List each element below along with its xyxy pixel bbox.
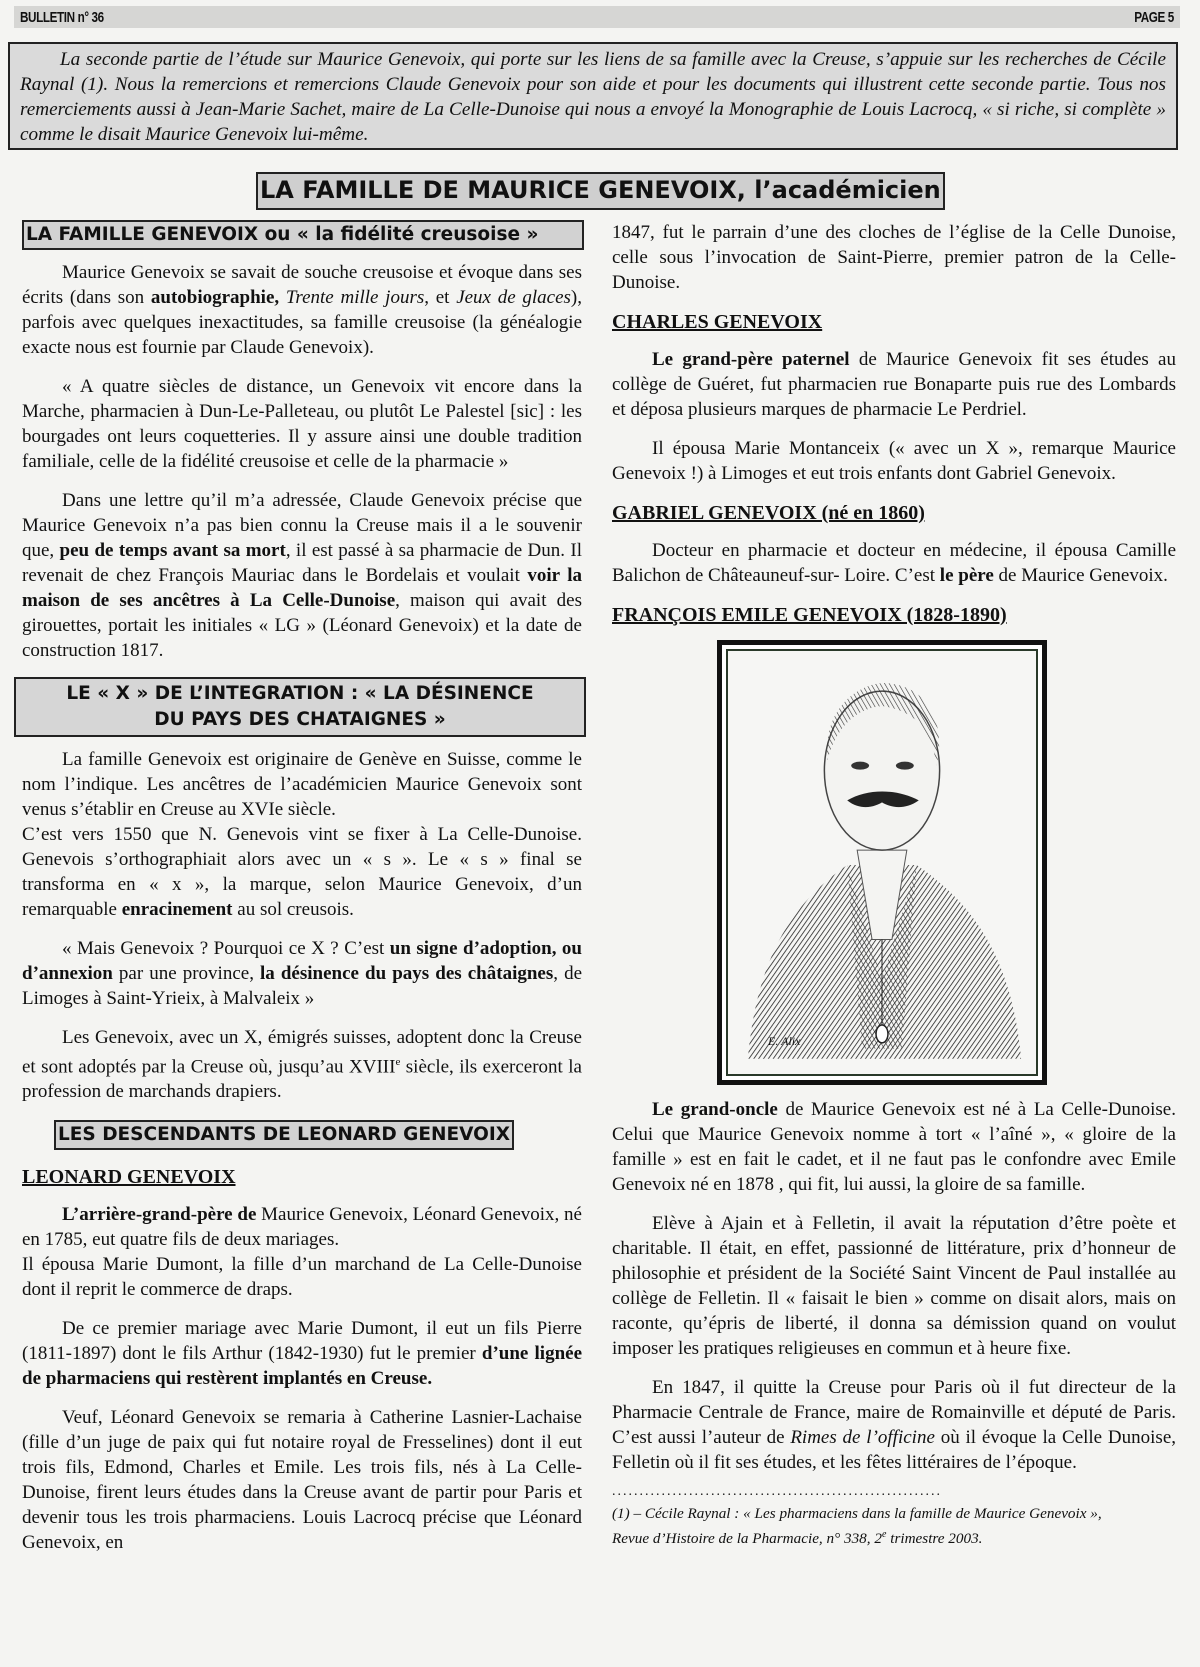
heading-line: DU PAYS DES CHATAIGNES » xyxy=(154,709,446,730)
footnote-line xyxy=(612,1524,1176,1549)
text: Les Genevoix, avec un X, émigrés suisses, adoptent donc la Creuse et sont adoptés par la Creuse où, jusqu’au XVIII xyxy=(22,1027,582,1078)
section-heading-fidelite: LA FAMILLE GENEVOIX ou « la fidélité creusoise » xyxy=(22,220,584,250)
text: où il évoque la Celle Dunoise, Felletin où il fit ses études, et les fêtes littéraires de l’époque. xyxy=(612,1427,1176,1473)
portrait-frame xyxy=(717,640,1047,1085)
text: Maurice Genevoix se savait de souche creusoise et évoque dans ses écrits (dans son xyxy=(22,262,582,308)
paragraph: Elève à Ajain et à Felletin, il avait la réputation d’être poète et charitable. Il était, en effet, passionné de littérature, prix d’honneur de philosophie et président de la Société Saint Vincent de Paul installée au collège de Felletin. Il « faisait le bien » comme on disait alors, mais on raconte, qu’épris de liberté, il donna sa démission quand on voulut imposer les pratiques religieuses en commun et à heure fixe. xyxy=(612,1213,1176,1359)
paragraph xyxy=(22,822,582,922)
superscript: e xyxy=(881,1529,887,1540)
text: Maurice Genevoix, Léonard Genevoix, né en 1785, eut quatre fils de deux mariages. xyxy=(22,1204,582,1251)
portrait-image xyxy=(726,649,1038,1076)
paragraph: Il épousa Marie Montanceix (« avec un X », remarque Maurice Genevoix !) à Limoges et eut trois enfants dont Gabriel Genevoix. xyxy=(612,438,1176,484)
intro-text: La seconde partie de l’étude sur Maurice Genevoix, qui porte sur les liens de sa famille avec la Creuse, s’appuie sur les recherches de Cécile Raynal (1). Nous la remercions et remercions Claude Genevoix pour son aide et pour les documents qui illustrent cette seconde partie. Tous nos remerciements aussi à Jean-Marie Sachet, maire de La Celle-Dunoise qui nous a envoyé la Monographie de Louis Lacrocq, « si riche, si complète » comme le disait Maurice Genevoix lui-même. xyxy=(20,49,1166,145)
paragraph xyxy=(22,1202,582,1252)
page-number: PAGE 5 xyxy=(1134,8,1174,26)
paragraph xyxy=(612,1375,1176,1475)
text-bold: Le grand-père paternel xyxy=(652,349,850,370)
subheading-charles: CHARLES GENEVOIX xyxy=(612,311,823,333)
footnote xyxy=(612,1503,1176,1549)
paragraph xyxy=(22,1025,582,1104)
text: Revue d’Histoire de la Pharmacie, n° 338, 2 xyxy=(612,1530,882,1548)
text: , de Limoges à Saint-Yrieix, à Malvaleix » xyxy=(22,963,583,1009)
paragraph: Il épousa Marie Dumont, la fille d’un marchand de La Celle-Dunoise dont il reprit le commerce de draps. xyxy=(22,1254,582,1301)
paragraph xyxy=(612,538,1176,588)
paragraph xyxy=(22,488,582,663)
text-bold: Le grand-oncle xyxy=(652,1099,778,1120)
page-title: LA FAMILLE DE MAURICE GENEVOIX, l’académicien xyxy=(256,172,945,210)
portrait-engraving-icon xyxy=(728,651,1036,1074)
paragraph xyxy=(612,1097,1176,1197)
text-bold: voir la maison de ses ancêtres à La Celle-Dunoise xyxy=(22,565,582,611)
text-bold: un signe d’adoption, ou d’annexion xyxy=(22,938,582,984)
footnote-separator: ............................................................ xyxy=(612,1484,942,1499)
text: ), parfois avec quelques inexactitudes, sa famille creusoise (la généalogie exacte nous est fournie par Claude Genevoix). xyxy=(22,287,582,358)
quote-paragraph: « A quatre siècles de distance, un Genevoix vit encore dans la Marche, pharmacien à Dun-Le-Palleteau, ou plutôt Le Palestel [sic] : les bourgades ont leurs coquetteries. Il y assure ainsi une double tradition familiale, celle de la fidélité creusoise et celle de la pharmacie » xyxy=(22,376,582,472)
bulletin-header xyxy=(14,6,1180,28)
text: , et xyxy=(424,287,457,308)
subheading-gabriel: GABRIEL GENEVOIX (né en 1860) xyxy=(612,502,925,524)
text xyxy=(279,287,286,308)
paragraph xyxy=(612,347,1176,422)
text: De ce premier mariage avec Marie Dumont, il eut un fils Pierre (1811-1897) dont le fils Arthur (1842-1930) fut le premier xyxy=(22,1318,582,1365)
text-bold: d’une lignée de pharmaciens qui restèrent implantés en Creuse. xyxy=(22,1343,583,1390)
left-column xyxy=(22,220,582,1569)
paragraph: Veuf, Léonard Genevoix se remaria à Catherine Lasnier-Lachaise (fille d’un juge de paix qui fut notaire royal de Fresselines) dont il eut trois fils, Edmond, Charles et Emile. Les trois fils, nés à La Celle-Dunoise, firent leurs études dans la Creuse avant de partir pour Paris et devenir tous les trois pharmaciens. Louis Lacrocq précise que Léonard Genevoix, en xyxy=(22,1407,582,1554)
text: En 1847, il quitte la Creuse pour Paris où il fut directeur de la Pharmacie Centrale de France, maire de Romainville et député de Paris. C’est aussi l’auteur de xyxy=(612,1377,1176,1448)
text: siècle, ils exerceront la profession de marchands drapiers. xyxy=(22,1056,582,1103)
text: , maison qui avait des girouettes, portait les initiales « LG » (Léonard Genevoix) et la date de construction 1817. xyxy=(22,590,582,661)
subheading-leonard: LEONARD GENEVOIX xyxy=(22,1166,236,1189)
text: , il est passé à sa pharmacie de Dun. Il revenait de chez François Mauriac dans le Bordelais et voulait xyxy=(22,540,582,586)
superscript: e xyxy=(395,1056,401,1068)
quote-paragraph xyxy=(22,936,582,1011)
text: au sol creusois. xyxy=(232,899,354,920)
text: C’est vers 1550 que N. Genevois vint se fixer à La Celle-Dunoise. Genevois s’orthographiait alors avec un « s ». Le « s » final se transforma en « x », la marque, selon Maurice Genevoix, d’un remarquable xyxy=(22,824,582,920)
text: trimestre 2003. xyxy=(886,1530,983,1548)
text: « Mais Genevoix ? Pourquoi ce X ? C’est xyxy=(62,938,390,959)
section-heading-integration xyxy=(14,677,586,737)
text-bold: L’arrière-grand-père de xyxy=(62,1204,257,1226)
heading-line: LE « X » DE L’INTEGRATION : « LA DÉSINENCE xyxy=(66,683,534,704)
text-bold: le père xyxy=(939,565,994,586)
text: de Maurice Genevoix est né à La Celle-Dunoise. Celui que Maurice Genevoix nomme à tort « l’aîné », « gloire de la famille » est en fait le cadet, et il ne faut pas le confondre avec Emile Genevoix né en 1878 , qui fit, lui aussi, la gloire de sa famille. xyxy=(612,1099,1176,1195)
text: Dans une lettre qu’il m’a adressée, Claude Genevoix précise que Maurice Genevoix n’a pas bien connu la Creuse mais il a le souvenir que, xyxy=(22,490,582,561)
intro-box xyxy=(8,42,1178,150)
right-column xyxy=(612,220,1176,1549)
paragraph: 1847, fut le parrain d’une des cloches de l’église de la Celle Dunoise, celle sous l’invocation de Saint-Pierre, premier patron de la Celle-Dunoise. xyxy=(612,222,1176,293)
text: de Maurice Genevoix. xyxy=(993,565,1168,586)
text-bold: autobiographie, xyxy=(150,287,280,308)
text-bold: enracinement xyxy=(121,899,233,920)
book-title: Rimes de l’officine xyxy=(790,1427,935,1448)
book-title: Trente mille jours xyxy=(285,287,425,308)
artist-signature: E. Alix xyxy=(768,1034,801,1048)
text-bold: peu de temps avant sa mort xyxy=(59,540,286,561)
book-title: Jeux de glaces xyxy=(456,287,571,308)
bulletin-number: BULLETIN n° 36 xyxy=(20,8,104,26)
footnote-line: (1) – Cécile Raynal : « Les pharmaciens dans la famille de Maurice Genevoix », xyxy=(612,1505,1102,1522)
text: Docteur en pharmacie et docteur en médecine, il épousa Camille Balichon de Châteauneuf-sur- Loire. C’est xyxy=(612,540,1176,586)
text: par une province, xyxy=(112,963,261,984)
paragraph xyxy=(22,1316,582,1391)
section-heading-descendants: LES DESCENDANTS DE LEONARD GENEVOIX xyxy=(54,1120,514,1150)
text: de Maurice Genevoix fit ses études au collège de Guéret, fut pharmacien rue Bonaparte puis rue des Lombards et déposa plusieurs marques de pharmacie Le Perdriel. xyxy=(612,349,1176,420)
text-bold: la désinence du pays des châtaignes xyxy=(260,963,554,984)
paragraph xyxy=(22,260,582,360)
subheading-francois: FRANÇOIS EMILE GENEVOIX (1828-1890) xyxy=(612,604,1007,626)
paragraph: La famille Genevoix est originaire de Genève en Suisse, comme le nom l’indique. Les ancêtres de l’académicien Maurice Genevoix sont venus s’établir en Creuse au XVIe siècle. xyxy=(22,749,582,820)
